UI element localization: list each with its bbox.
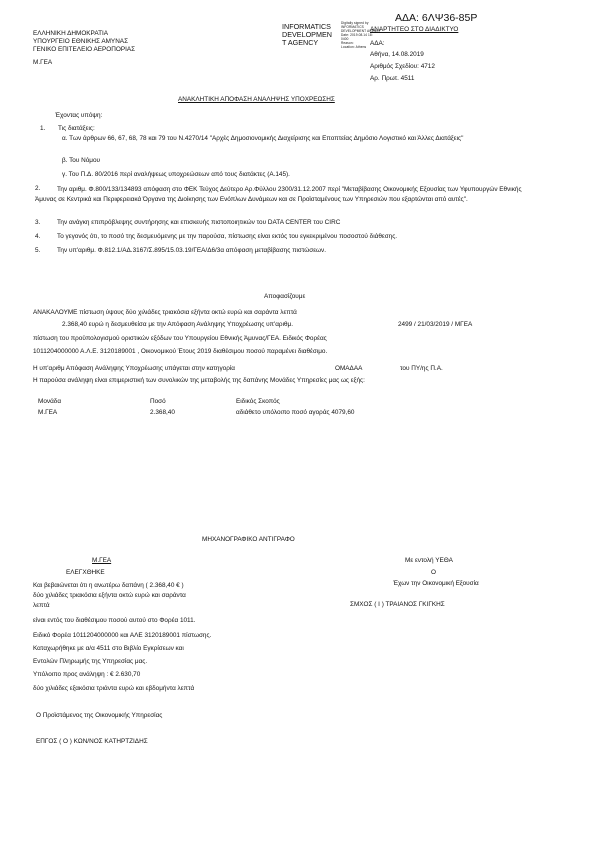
order-of-minister: Με εντολή ΥΕΘΑ bbox=[405, 557, 453, 564]
certify-line: δύο χιλιάδες τριακόσια εξήντα οκτώ ευρώ και σαράντα bbox=[33, 592, 186, 599]
signature-line: DEVELOPMENT AGENCY bbox=[341, 29, 382, 33]
certify-line: λεπτά bbox=[33, 602, 50, 609]
alloc-cell-amount: 2.368,40 bbox=[150, 409, 175, 416]
category-value: ΟΜΑΔΑΑ bbox=[335, 365, 363, 372]
header-staff: ΓΕΝΙΚΟ ΕΠΙΤΕΛΕΙΟ ΑΕΡΟΠΟΡΙΑΣ bbox=[33, 46, 136, 53]
header-ministry: ΥΠΟΥΡΓΕΙΟ ΕΘΝΙΚΗΣ ΑΜΥΝΑΣ bbox=[33, 38, 129, 45]
signature-line: Location: Athens bbox=[341, 45, 367, 49]
category-line: Η υπ'αριθμ Απόφαση Ανάληψης Υποχρέωσης υπάγεται στην κατηγορία bbox=[33, 365, 235, 372]
allocation-intro: Η παρούσα ανάληψη είναι επιμεριστική των συνολικών της μεταβολής της δαπάνης Μονάδες Υπηρεσίες μας ως εξής: bbox=[33, 377, 365, 384]
authority-signatory: ΣΜΧΟΣ ( Ι ) ΤΡΑΙΑΝΟΣ ΓΚΙΓΚΗΣ bbox=[350, 601, 445, 608]
signature-line: Digitally signed by bbox=[341, 21, 369, 25]
article-o: Ο bbox=[431, 569, 436, 576]
item-text: Το γεγονός ότι, το ποσό της δεσμευόμενης με την παρούσα, πίστωσης είναι εκτός του εγκεκριμένου ποσοστού διάθεσης. bbox=[57, 233, 398, 240]
item-text: β. Του Νόμου bbox=[62, 157, 101, 164]
having-regard: Έχοντας υπόψη: bbox=[55, 112, 103, 119]
informatics-line-2: DEVELOPMEN bbox=[282, 30, 332, 39]
alloc-header-amount: Ποσό bbox=[150, 398, 166, 405]
revocation-line: 1011204000000 Α.Λ.Ε. 3120189001 , Οικονομικού Έτους 2019 διαθέσιμου ποσού παραμένει διαθέσιμο. bbox=[33, 348, 328, 355]
signature-line: Date: 2019.08.14 18: bbox=[341, 33, 373, 37]
document-title: ΑΝΑΚΛΗΤΙΚΗ ΑΠΟΦΑΣΗ ΑΝΑΛΗΨΗΣ ΥΠΟΧΡΕΩΣΗΣ bbox=[178, 96, 335, 103]
certify-line: Και βεβαιώνεται ότι η ανωτέρω δαπάνη ( 2.368,40 € ) bbox=[33, 582, 184, 589]
athens-date: Αθήνα, 14.08.2019 bbox=[370, 51, 424, 58]
item-number: 5. bbox=[35, 247, 41, 254]
item-number: 2. bbox=[35, 185, 41, 192]
item-text: Τις διατάξεις: bbox=[58, 125, 95, 132]
item-text: Την αριθμ. Φ.800/133/134893 απόφαση στο ΦΕΚ Τεύχος Δεύτερο Αρ.Φύλλου 2300/31.12.2007 περί "Μεταβίβασης Οικονομικής Εξουσίας των Υφυπουργών Εθνικής Άμυνας σε Κεντρικά και Περιφερειακά Όργανα της Διοίκησης των Ενόπλων Δυνάμεων και σε Προϊσταμένους των Υπηρεσιών που εξαρτώνται από αυτές". bbox=[35, 186, 522, 203]
mechanographic-copy: ΜΗΧΑΝΟΓΡΑΦΙΚΟ ΑΝΤΙΓΡΑΦΟ bbox=[202, 536, 295, 543]
ada-code: ΑΔΑ: 6ΛΨ36-85Ρ bbox=[395, 12, 478, 24]
header-unit: Μ.ΓΕΑ bbox=[33, 59, 53, 66]
finance-signatory: ΕΠΓΟΣ ( Ο ) ΚΩΝ/ΝΟΣ ΚΑΤΗΡΤΖΙΔΗΣ bbox=[36, 738, 148, 745]
item-text: Την υπ'αριθμ. Φ.812.1/ΑΔ.3167/Σ.895/15.03.19/ΓΕΑ/Δ6/3α απόφαση μεταβίβασης πιστώσεων. bbox=[57, 247, 327, 254]
revocation-line: πίστωση του προϋπολογισμού οριστικών εξόδων του Υπουργείου Εθνικής Άμυνας/ΓΕΑ. Ειδικός Φορέας bbox=[33, 335, 327, 342]
signature-line: 0400 bbox=[341, 37, 349, 41]
remaining-words: δύο χιλιάδες εξακόσια τριάντα ευρώ και εβδομήντα λεπτά bbox=[33, 685, 195, 692]
item-text: α. Των άρθρων 66, 67, 68, 78 και 79 του Ν.4270/14 "Αρχές Δημοσιονομικής Διαχείρισης και Εποπτείας Δημόσιο Λογιστικό και Άλλες Διατάξεις" bbox=[62, 135, 464, 142]
informatics-line-3: T AGENCY bbox=[282, 38, 319, 47]
item-number: 1. bbox=[40, 125, 46, 132]
protocol-number: Αρ. Πρωτ. 4511 bbox=[370, 75, 415, 82]
alloc-header-unit: Μονάδα bbox=[38, 398, 62, 405]
item-number: 3. bbox=[35, 219, 41, 226]
certify-line: Εντολών Πληρωμής της Υπηρεσίας μας. bbox=[33, 658, 148, 665]
item-text: γ. Του Π.Δ. 80/2016 περί αναλήψεως υποχρεώσεων από τους διατάκτες (Α.145). bbox=[62, 171, 290, 178]
certify-line: είναι εντός του διαθέσιμου ποσού αυτού στο Φορέα 1011. bbox=[33, 617, 196, 624]
revocation-line: 2499 / 21/03/2019 / ΜΓΕΑ bbox=[398, 321, 473, 328]
certify-line: Καταχωρήθηκε με α/α 4511 στο Βιβλίο Εγκρίσεων και bbox=[33, 645, 184, 652]
publication-note: ΑΝΑΡΤΗΤΕΟ ΣΤΟ ΔΙΑΔΙΚΤΥΟ bbox=[370, 26, 459, 33]
ada-label: ΑΔΑ: bbox=[370, 40, 385, 47]
alloc-header-purpose: Ειδικός Σκοπός bbox=[236, 398, 280, 405]
financial-authority: Έχων την Οικονομική Εξουσία bbox=[393, 580, 479, 587]
revocation-line: ΑΝΑΚΑΛΟΥΜΕ πίστωση ύψους δύο χιλιάδες τριακόσια εξήντα οκτώ ευρώ και σαράντα λεπτά bbox=[33, 309, 297, 316]
item-text: Την ανάγκη επιπρόβλεψης συντήρησης και επισκευής πιστοποιητικών του DATA CENTER του CIRC bbox=[57, 219, 341, 226]
checked-label: ΕΛΕΓΧΘΗΚΕ bbox=[66, 569, 105, 576]
remaining-line: Υπόλοιπο προς ανάληψη : € 2.630,70 bbox=[33, 671, 141, 678]
draft-number: Αριθμός Σχεδίου: 4712 bbox=[370, 63, 435, 70]
signature-line: INFORMATICS bbox=[341, 25, 364, 29]
header-country: ΕΛΛΗΝΙΚΗ ΔΗΜΟΚΡΑΤΙΑ bbox=[33, 30, 109, 37]
alloc-cell-purpose: αδιάθετο υπόλοιπο ποσό αγοράς 4079,60 bbox=[236, 409, 355, 416]
revocation-line: 2.368,40 ευρώ η δεσμευθείσα με την Απόφαση Ανάληψης Υποχρέωσης υπ'αριθμ. bbox=[62, 321, 293, 328]
alloc-cell-unit: Μ.ΓΕΑ bbox=[38, 409, 58, 416]
category-suffix: του ΠΥ/ης Π.Α. bbox=[400, 365, 443, 372]
informatics-line-1: INFORMATICS bbox=[282, 22, 331, 31]
head-of-finance: Ο Προϊστάμενος της Οικονομικής Υπηρεσίας bbox=[36, 712, 163, 719]
left-unit: Μ.ΓΕΑ bbox=[92, 557, 112, 564]
item-number: 4. bbox=[35, 233, 41, 240]
signature-line: Reason: bbox=[341, 41, 354, 45]
certify-line: Ειδικό Φορέα 1011204000000 και ΑΛΕ 3120189001 πίστωσης. bbox=[33, 632, 212, 639]
decide-heading: Αποφασίζουμε bbox=[264, 293, 306, 300]
